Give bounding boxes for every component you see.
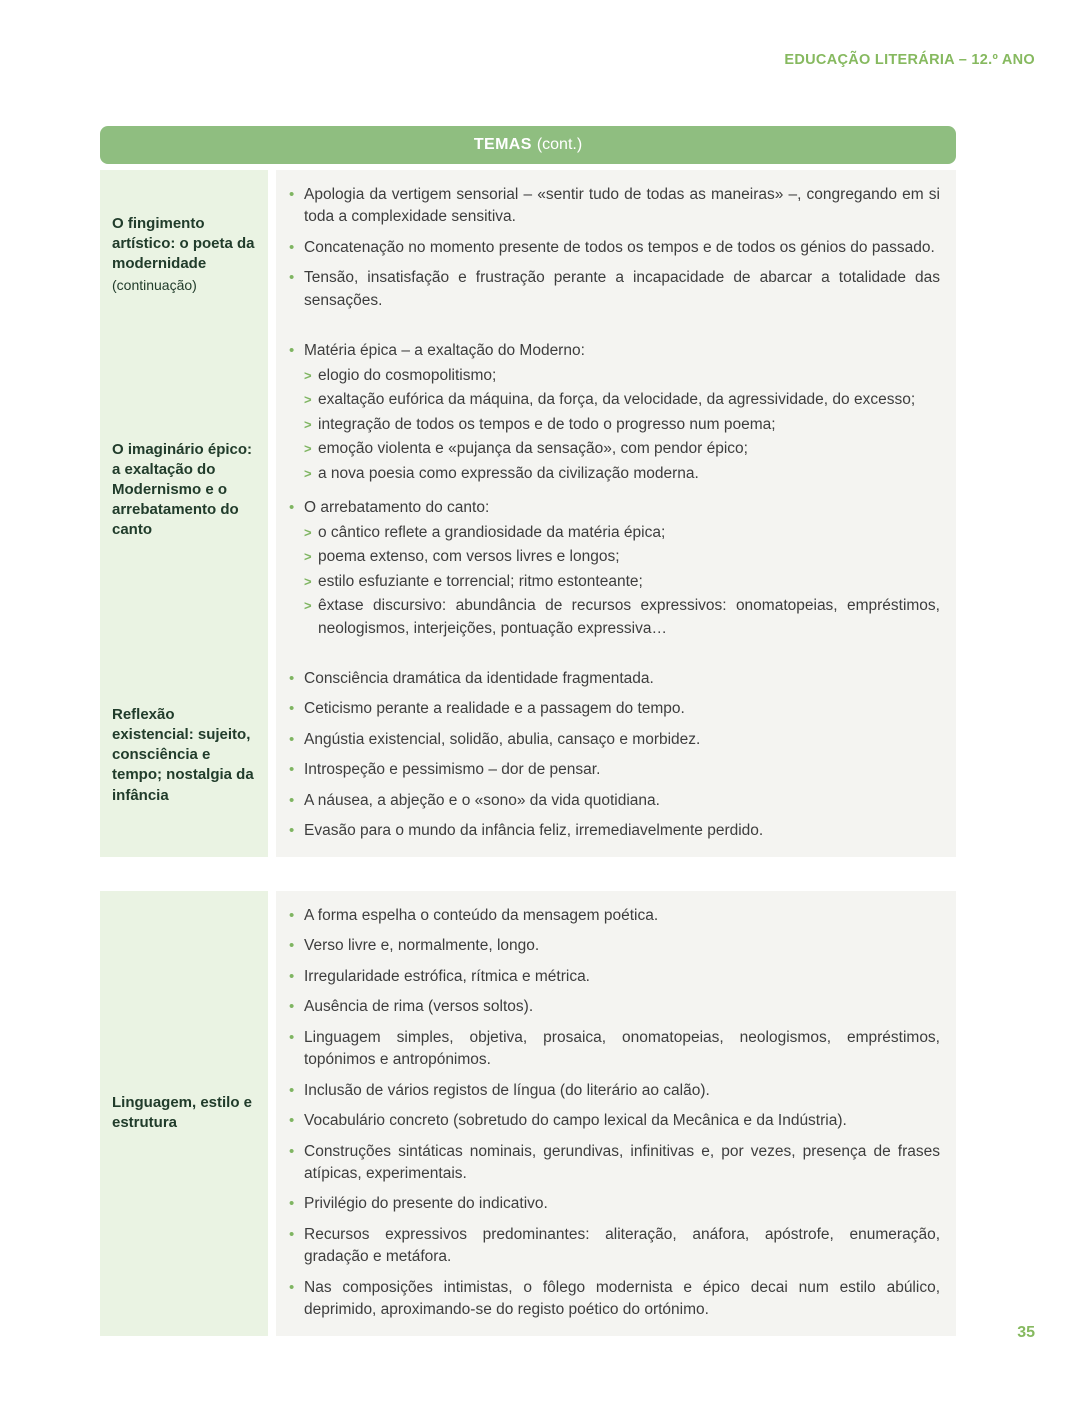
sub-item	[304, 389, 940, 411]
row-label-cell	[100, 170, 268, 326]
table-row	[100, 654, 956, 857]
arrow-icon: >	[304, 392, 312, 408]
bullet-text: A forma espelha o conteúdo da mensagem poética.	[304, 906, 659, 924]
row-label: O fingimento artístico: o poeta da modernidade	[112, 215, 255, 273]
table-row	[100, 170, 956, 326]
bullet-text: Ceticismo perante a realidade e a passagem do tempo.	[304, 700, 685, 718]
arrow-icon: >	[304, 549, 312, 565]
bullet-text: Recursos expressivos predominantes: aliteração, anáfora, apóstrofe, enumeração, gradação e metáfora.	[304, 1225, 940, 1266]
header-title: EDUCAÇÃO LITERÁRIA – 12.º ANO	[784, 52, 1035, 68]
bullet-item	[289, 729, 940, 751]
sub-item-text: emoção violenta e «pujança da sensação», com pendor épico;	[318, 440, 748, 458]
arrow-icon: >	[304, 465, 312, 481]
bullet-text: O arrebatamento do canto:	[304, 499, 490, 517]
arrow-icon: >	[304, 416, 312, 432]
bullet-icon: •	[289, 822, 295, 840]
bullet-text: Angústia existencial, solidão, abulia, cansaço e morbidez.	[304, 730, 701, 748]
arrow-icon: >	[304, 573, 312, 589]
bullet-icon: •	[289, 186, 295, 203]
row-label-cell	[100, 891, 268, 1336]
bullet-item	[289, 497, 940, 519]
table-body	[100, 891, 956, 1336]
content	[100, 126, 956, 1336]
table-section	[100, 891, 956, 1336]
table-title-suffix: (cont.)	[536, 136, 583, 153]
bullet-text: Nas composições intimistas, o fôlego modernista e épico decai num estilo abúlico, deprimido, aproximando-se do registo poético do ortónimo.	[304, 1278, 940, 1319]
bullet-item	[289, 790, 940, 812]
bullet-text: Construções sintáticas nominais, gerundivas, infinitivas e, por vezes, presença de frases atípicas, experimentais.	[304, 1142, 940, 1182]
sub-item-text: poema extenso, com versos livres e longos;	[318, 548, 620, 566]
row-label: Linguagem, estilo e estrutura	[112, 1094, 253, 1132]
bullet-icon: •	[289, 499, 295, 517]
row-label: Reflexão existencial: sujeito, consciência e tempo; nostalgia da infância	[112, 706, 254, 804]
bullet-icon: •	[289, 1278, 295, 1296]
bullet-icon: •	[289, 1142, 295, 1160]
sub-item	[304, 463, 940, 485]
bullet-icon: •	[289, 1195, 295, 1213]
sub-item	[304, 571, 940, 593]
row-label: O imaginário épico: a exaltação do Modernismo e o arrebatamento do canto	[112, 440, 253, 539]
bullet-item	[289, 1224, 940, 1269]
bullet-text: Linguagem simples, objetiva, prosaica, onomatopeias, neologismos, empréstimos, topónimos e antropónimos.	[304, 1028, 940, 1069]
sub-item	[304, 546, 940, 568]
row-label-cell	[100, 654, 268, 857]
table-row	[100, 326, 956, 654]
table-row	[100, 891, 956, 1336]
bullet-item	[289, 820, 940, 842]
bullet-item	[289, 935, 940, 957]
bullet-text: Verso livre e, normalmente, longo.	[304, 937, 540, 955]
sub-item	[304, 595, 940, 640]
bullet-item	[289, 1080, 940, 1102]
bullet-text: Irregularidade estrófica, rítmica e métrica.	[304, 967, 590, 985]
bullet-text: Vocabulário concreto (sobretudo do campo lexical da Mecânica e da Indústria).	[304, 1112, 847, 1130]
sub-item-text: exaltação eufórica da máquina, da força, da velocidade, da agressividade, do excesso;	[318, 391, 916, 409]
bullet-item	[289, 267, 940, 312]
bullet-icon: •	[289, 791, 295, 809]
bullet-icon: •	[289, 1112, 295, 1130]
bullet-item	[289, 966, 940, 988]
sub-item-text: êxtase discursivo: abundância de recursos expressivos: onomatopeias, empréstimos, neologismos, interjeições, pontuação expressiva…	[318, 597, 940, 637]
bullet-text: Consciência dramática da identidade fragmentada.	[304, 669, 654, 687]
document-header	[784, 52, 1035, 68]
bullet-icon: •	[289, 998, 295, 1016]
bullet-item	[289, 996, 940, 1018]
bullet-icon: •	[289, 730, 295, 748]
sub-item	[304, 522, 940, 544]
bullet-item	[289, 340, 940, 362]
bullet-item	[289, 905, 940, 927]
bullet-text: Tensão, insatisfação e frustração perante a incapacidade de abarcar a totalidade das sensações.	[304, 269, 940, 309]
bullet-text: Ausência de rima (versos soltos).	[304, 998, 534, 1016]
sub-item-text: elogio do cosmopolitismo;	[318, 366, 497, 384]
bullet-icon: •	[289, 1081, 295, 1099]
bullet-item	[289, 1110, 940, 1132]
bullet-text: Privilégio do presente do indicativo.	[304, 1195, 548, 1213]
bullet-icon: •	[289, 906, 295, 924]
sub-item-text: a nova poesia como expressão da civilização moderna.	[318, 464, 699, 482]
bullet-text: Evasão para o mundo da infância feliz, irremediavelmente perdido.	[304, 822, 764, 840]
arrow-icon: >	[304, 441, 312, 457]
bullet-text: Matéria épica – a exaltação do Moderno:	[304, 342, 585, 360]
bullet-item	[289, 668, 940, 690]
table-body	[100, 170, 956, 857]
bullet-icon: •	[289, 669, 295, 687]
page-number: 35	[1017, 1324, 1035, 1341]
sub-item	[304, 365, 940, 387]
bullet-icon: •	[289, 342, 295, 360]
bullet-icon: •	[289, 700, 295, 718]
sub-item-text: integração de todos os tempos e de todo o progresso num poema;	[318, 415, 776, 433]
bullet-icon: •	[289, 761, 295, 779]
row-content-cell	[276, 170, 956, 326]
bullet-text: A náusea, a abjeção e o «sono» da vida quotidiana.	[304, 791, 660, 809]
sub-item	[304, 438, 940, 460]
sub-item	[304, 414, 940, 436]
bullet-item	[289, 1027, 940, 1072]
bullet-icon: •	[289, 238, 295, 256]
bullet-icon: •	[289, 937, 295, 955]
bullet-icon: •	[289, 967, 295, 985]
bullet-item	[289, 184, 940, 229]
table-section	[100, 126, 956, 857]
row-sublabel: (continuação)	[112, 277, 197, 294]
bullet-text: Concatenação no momento presente de todos os tempos e de todos os génios do passado.	[304, 238, 935, 256]
bullet-item	[289, 1193, 940, 1215]
tables	[100, 126, 956, 1336]
sub-item-text: estilo esfuziante e torrencial; ritmo estonteante;	[318, 572, 643, 590]
bullet-item	[289, 759, 940, 781]
bullet-icon: •	[289, 1028, 295, 1046]
bullet-text: Apologia da vertigem sensorial – «sentir tudo de todas as maneiras» –, congregando em si toda a complexidade sensitiva.	[304, 186, 940, 226]
row-label-cell	[100, 326, 268, 654]
table-title: TEMAS	[473, 136, 532, 153]
row-content-cell	[276, 654, 956, 857]
bullet-text: Introspeção e pessimismo – dor de pensar.	[304, 761, 601, 779]
row-content-cell	[276, 891, 956, 1336]
arrow-icon: >	[304, 367, 312, 383]
row-content-cell	[276, 326, 956, 654]
arrow-icon: >	[304, 598, 312, 614]
bullet-item	[289, 1141, 940, 1186]
arrow-icon: >	[304, 524, 312, 540]
table-title-bar	[100, 126, 956, 164]
bullet-item	[289, 1277, 940, 1322]
bullet-icon: •	[289, 1225, 295, 1243]
sub-item-text: o cântico reflete a grandiosidade da matéria épica;	[318, 523, 666, 541]
bullet-item	[289, 698, 940, 720]
bullet-text: Inclusão de vários registos de língua (do literário ao calão).	[304, 1081, 710, 1099]
bullet-icon: •	[289, 269, 295, 287]
bullet-item	[289, 237, 940, 259]
